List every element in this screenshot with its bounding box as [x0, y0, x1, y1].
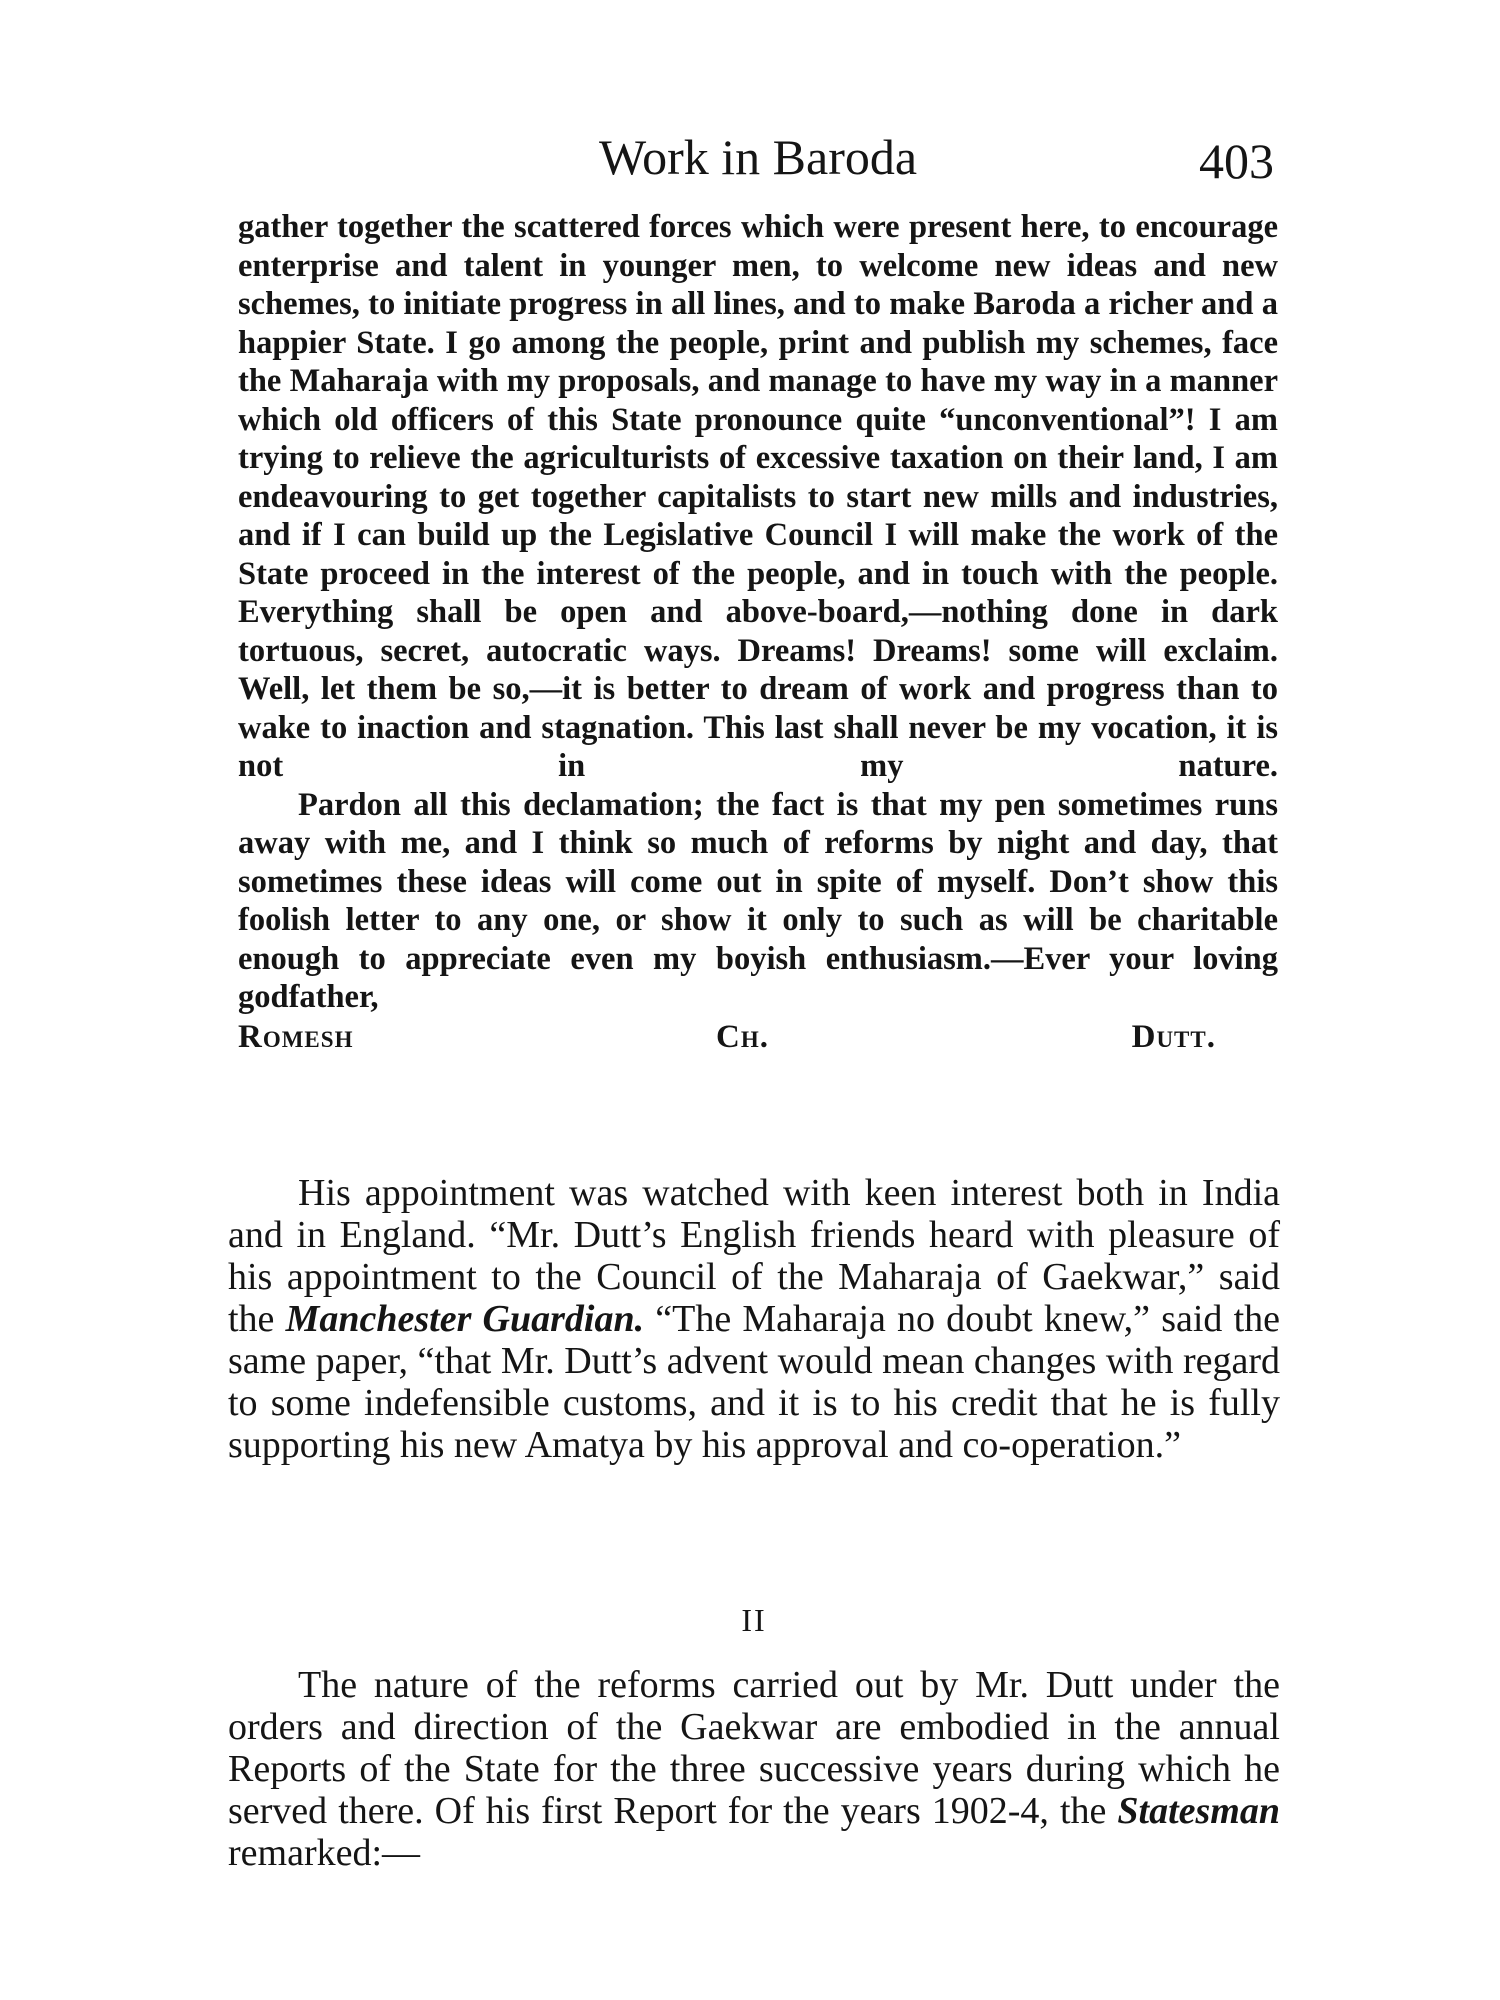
- paragraph-text: remarked:—: [228, 1832, 421, 1874]
- paragraph-text: “The Maharaja no doubt knew,” said the same paper, “that Mr. Dutt’s advent would mean changes with regard to some indefensible customs, and it is to his credit that he is fully supporting his new Amatya by his approval and co-operation.”: [228, 1298, 1280, 1466]
- page-number: 403: [1199, 133, 1274, 189]
- body-paragraph-2: [228, 1664, 1280, 1874]
- newspaper-title: Manchester Guardian.: [285, 1298, 645, 1340]
- letter-paragraph-1: gather together the scattered forces which were present here, to encourage enterprise and talent in younger men, to welcome new ideas and new schemes, to initiate progress in all lines, and to make Baroda a richer and a happier State. I go among the people, print and publish my schemes, face the Maharaja with my proposals, and manage to have my way in a manner which old officers of this State pronounce quite “unconventional”! I am trying to relieve the agriculturists of excessive taxation on their land, I am endeavouring to get together capitalists to start new mills and industries, and if I can build up the Legislative Council I will make the work of the State proceed in the interest of the people, and in touch with the people. Everything shall be open and above-board,—nothing done in dark tortuous, secret, autocratic ways. Dreams! Dreams! some will exclaim. Well, let them be so,—it is better to dream of work and progress than to wake to inaction and stagnation. This last shall never be my vocation, it is not in my nature.: [238, 209, 1278, 784]
- running-title: Work in Baroda: [598, 129, 918, 185]
- body-paragraph-1: [228, 1172, 1280, 1466]
- running-head: [238, 122, 1278, 192]
- paragraph-text: The nature of the reforms carried out by Mr. Dutt under the orders and direction of the Gaekwar are embodied in the annual Reports of the State for the three successive years during which he served there. Of his first Report for the years 1902-4, the: [228, 1664, 1280, 1832]
- letter-paragraph-2: Pardon all this declamation; the fact is that my pen sometimes runs away with me, and I think so much of reforms by night and day, that sometimes these ideas will come out in spite of myself. Don’t show this foolish letter to any one, or show it only to such as will be charitable enough to appreciate even my boyish enthusiasm.—Ever your loving godfather,: [238, 786, 1278, 1015]
- paragraph-text: His appointment was watched with keen interest both in India and in England. “Mr. Dutt’s English friends heard with pleasure of his appointment to the Council of the Maharaja of Gaekwar,” said the: [228, 1172, 1280, 1340]
- letter-block: [238, 208, 1278, 1057]
- newspaper-title: Statesman: [1117, 1790, 1280, 1832]
- letter-signature: Romesh Ch. Dutt.: [238, 1018, 1216, 1055]
- section-numeral: II: [741, 1602, 767, 1638]
